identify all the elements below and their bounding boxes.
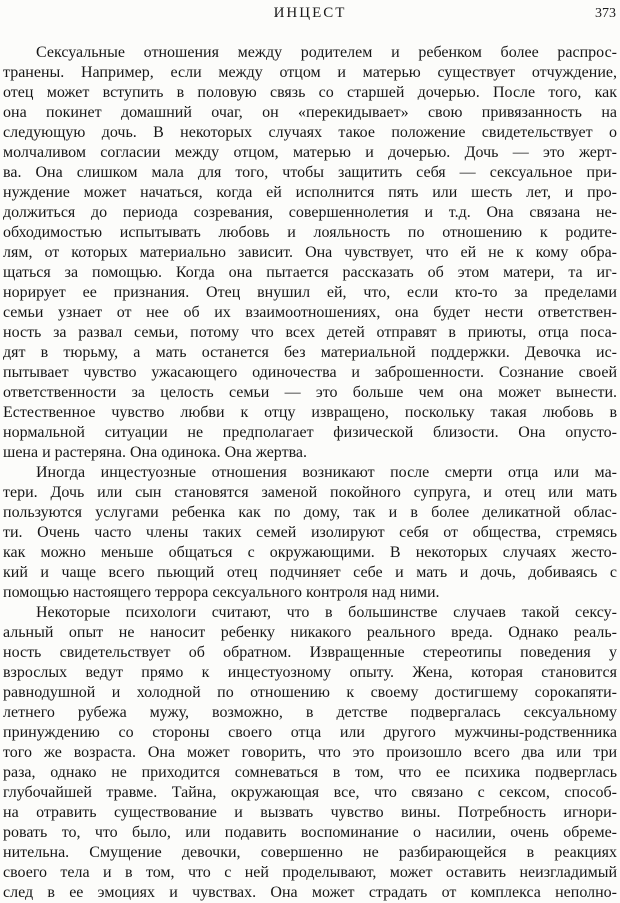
running-title: ИНЦЕСТ [273,5,347,21]
page-number: 373 [595,6,616,21]
text-line: транены. Например, если между отцом и матерью существует отчуждение, [3,64,617,81]
text-line: нительна. Смущение девочки, совершенно не разбирающейся в реакциях [3,844,617,861]
text-line: глубочайшей травме. Тайна, окружающая все, что связано с сексом, способ- [3,784,617,801]
text-line: Иногда инцестуозные отношения возникают после смерти отца или ма- [36,464,617,481]
text-line: семьи узнает от нее об их взаимоотношениях, она будет нести ответствен- [3,304,617,321]
text-line: молчаливом согласии между отцом, матерью и дочерью. Дочь — это жерт- [3,144,617,161]
text-line: ровать то, что было, или подавить воспоминание о насилии, очень обреме- [3,824,617,841]
text-line: принуждению со стороны своего отца или другого мужчины-родственника [3,724,617,741]
text-line: альный опыт не наносит ребенку никакого реального вреда. Однако реаль- [3,624,617,641]
text-line: она покинет домашний очаг, он «перекидывает» свою привязанность на [3,104,617,121]
text-line: ти. Очень часто члены таких семей изолируют себя от общества, стремясь [3,524,617,541]
text-line: шена и растеряна. Она одинока. Она жертва. [3,444,308,461]
text-line: как можно меньше общаться с окружающими. В некоторых случаях жесто- [3,544,617,561]
text-line: своего тела и в том, что с ней проделывают, может оставить неизгладимый [3,864,617,881]
text-line: пользуются услугами ребенка как по дому, так и в более деликатной облас- [3,504,617,521]
text-line: отец может вступить в половую связь со старшей дочерью. После того, как [3,84,617,101]
text-line: на отравить существование и вызвать чувство вины. Потребность игнори- [3,804,617,821]
text-line: Сексуальные отношения между родителем и ребенком более распрос- [36,44,617,61]
text-line: помощью настоящего террора сексуального контроля над ними. [3,584,440,601]
text-line: лям, от которых материально зависит. Она чувствует, что ей не к кому обра- [3,244,617,261]
text-line: тери. Дочь или сын становятся заменой покойного супруга, и отец или мать [3,484,617,501]
text-block [3,43,617,903]
text-line: равнодушной и холодной по отношению к своему достигшему сорокапяти- [3,684,617,701]
text-line: пытывает чувство ужасающего одиночества и заброшенности. Сознание своей [3,364,617,381]
text-line: раза, однако не приходится сомневаться в том, что ее психика подверглась [3,764,617,781]
text-line: следующую дочь. В некоторых случаях такое положение свидетельствует о [3,124,617,141]
text-line: обходимостью испытывать любовь и лояльность по отношению к родите- [3,224,617,241]
text-line: взрослых ведут прямо к инцестуозному опыту. Жена, которая становится [3,664,617,681]
text-line: след в ее эмоциях и чувствах. Она может страдать от комплекса неполно- [3,884,617,901]
text-line: дят в тюрьму, а мать останется без материальной поддержки. Девочка ис- [3,344,617,361]
text-line: нормальной ситуации не предполагает физической близости. Она опусто- [3,424,617,441]
page-header [3,5,617,21]
text-line: ность за развал семьи, потому что всех детей отправят в приюты, отца поса- [3,324,617,341]
text-line: нуждение может начаться, когда ей исполнится пять или шесть лет, и про- [3,184,617,201]
text-line: ва. Она слишком мала для того, чтобы защитить себя — сексуальное при- [3,164,617,181]
text-line: должиться до периода созревания, совершеннолетия и т.д. Она связана не- [3,204,617,221]
text-line: ность свидетельствует об обратном. Извращенные стереотипы поведения у [3,644,617,661]
text-line: кий и чаще всего пьющий отец подчиняет себе и мать и дочь, добиваясь с [3,564,617,581]
text-line: Некоторые психологи считают, что в большинстве случаев такой сексу- [36,604,617,621]
text-line: летнего рубежа мужу, возможно, в детстве подвергалась сексуальному [3,704,617,721]
text-line: щаться за помощью. Когда она пытается рассказать об этом матери, та иг- [3,264,617,281]
text-line: Естественное чувство любви к отцу извращено, поскольку такая любовь в [3,404,617,421]
text-line: того же возраста. Она может говорить, что это произошло всего два или три [3,744,617,761]
text-line: ответственности за целость семьи — это больше чем она может вынести. [3,384,617,401]
text-line: норирует ее признания. Отец внушил ей, что, если кто-то за пределами [3,284,617,301]
